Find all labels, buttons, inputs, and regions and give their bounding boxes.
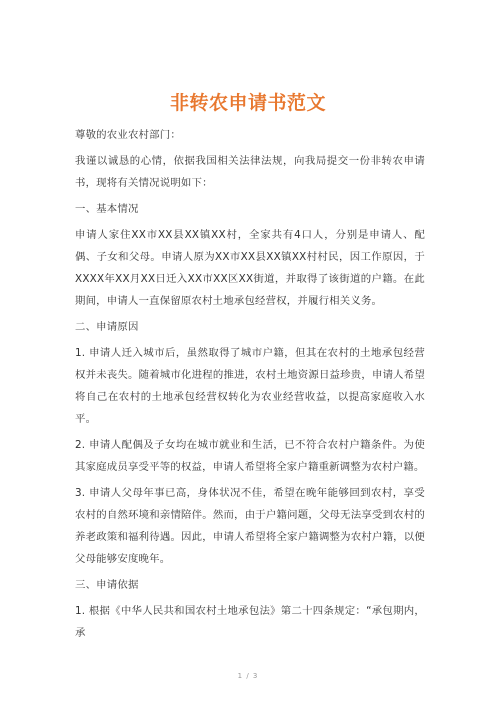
reason-item: 2. 申请人配偶及子女均在城市就业和生活，已不符合农村户籍条件。为使其家庭成员享受平等的权益，申请人希望将全家户籍重新调整为农村户籍。 bbox=[75, 439, 425, 473]
reason-item: 1. 申请人迁入城市后，虽然取得了城市户籍，但其在农村的土地承包经营权并未丧失。随着城市化进程的推进，农村土地资源日益珍贵，申请人希望将自己在农村的土地承包经营权转化为农业经营收益，以提高家庭收入水平。 bbox=[75, 347, 425, 425]
basic-info-paragraph: 申请人家住XX市XX县XX镇XX村，全家共有4口人，分别是申请人、配偶、子女和父母。申请人原为XX市XX县XX镇XX村村民，因工作原因，于XXXX年XX月XX日迁入XX市XX区XX街道，并取得了该街道的户籍。在此期间，申请人一直保留原农村土地承包经营权，并履行相关义务。 bbox=[75, 229, 425, 307]
section-heading-basis: 三、申请依据 bbox=[75, 579, 139, 591]
salutation: 尊敬的农业农村部门： bbox=[75, 129, 181, 141]
reason-item: 3. 申请人父母年事已高，身体状况不佳，希望在晚年能够回到农村，享受农村的自然环境和亲情陪伴。然而，由于户籍问题，父母无法享受到农村的养老政策和福利待遇。因此，申请人希望将全家户籍调整为农村户籍，以便父母能够安度晚年。 bbox=[75, 487, 425, 565]
section-heading-basic-info: 一、基本情况 bbox=[75, 203, 139, 215]
basis-item: 1. 根据《中华人民共和国农村土地承包法》第二十四条规定：“承包期内，承 bbox=[75, 605, 425, 639]
document-body bbox=[75, 124, 425, 648]
section-heading-reasons: 二、申请原因 bbox=[75, 321, 139, 333]
document-title: 非转农申请书范文 bbox=[169, 92, 326, 114]
intro-paragraph: 我谨以诚恳的心情，依据我国相关法律法规，向我局提交一份非转农申请书，现将有关情况说明如下： bbox=[75, 155, 425, 189]
page-indicator: 1 / 3 bbox=[237, 672, 259, 680]
